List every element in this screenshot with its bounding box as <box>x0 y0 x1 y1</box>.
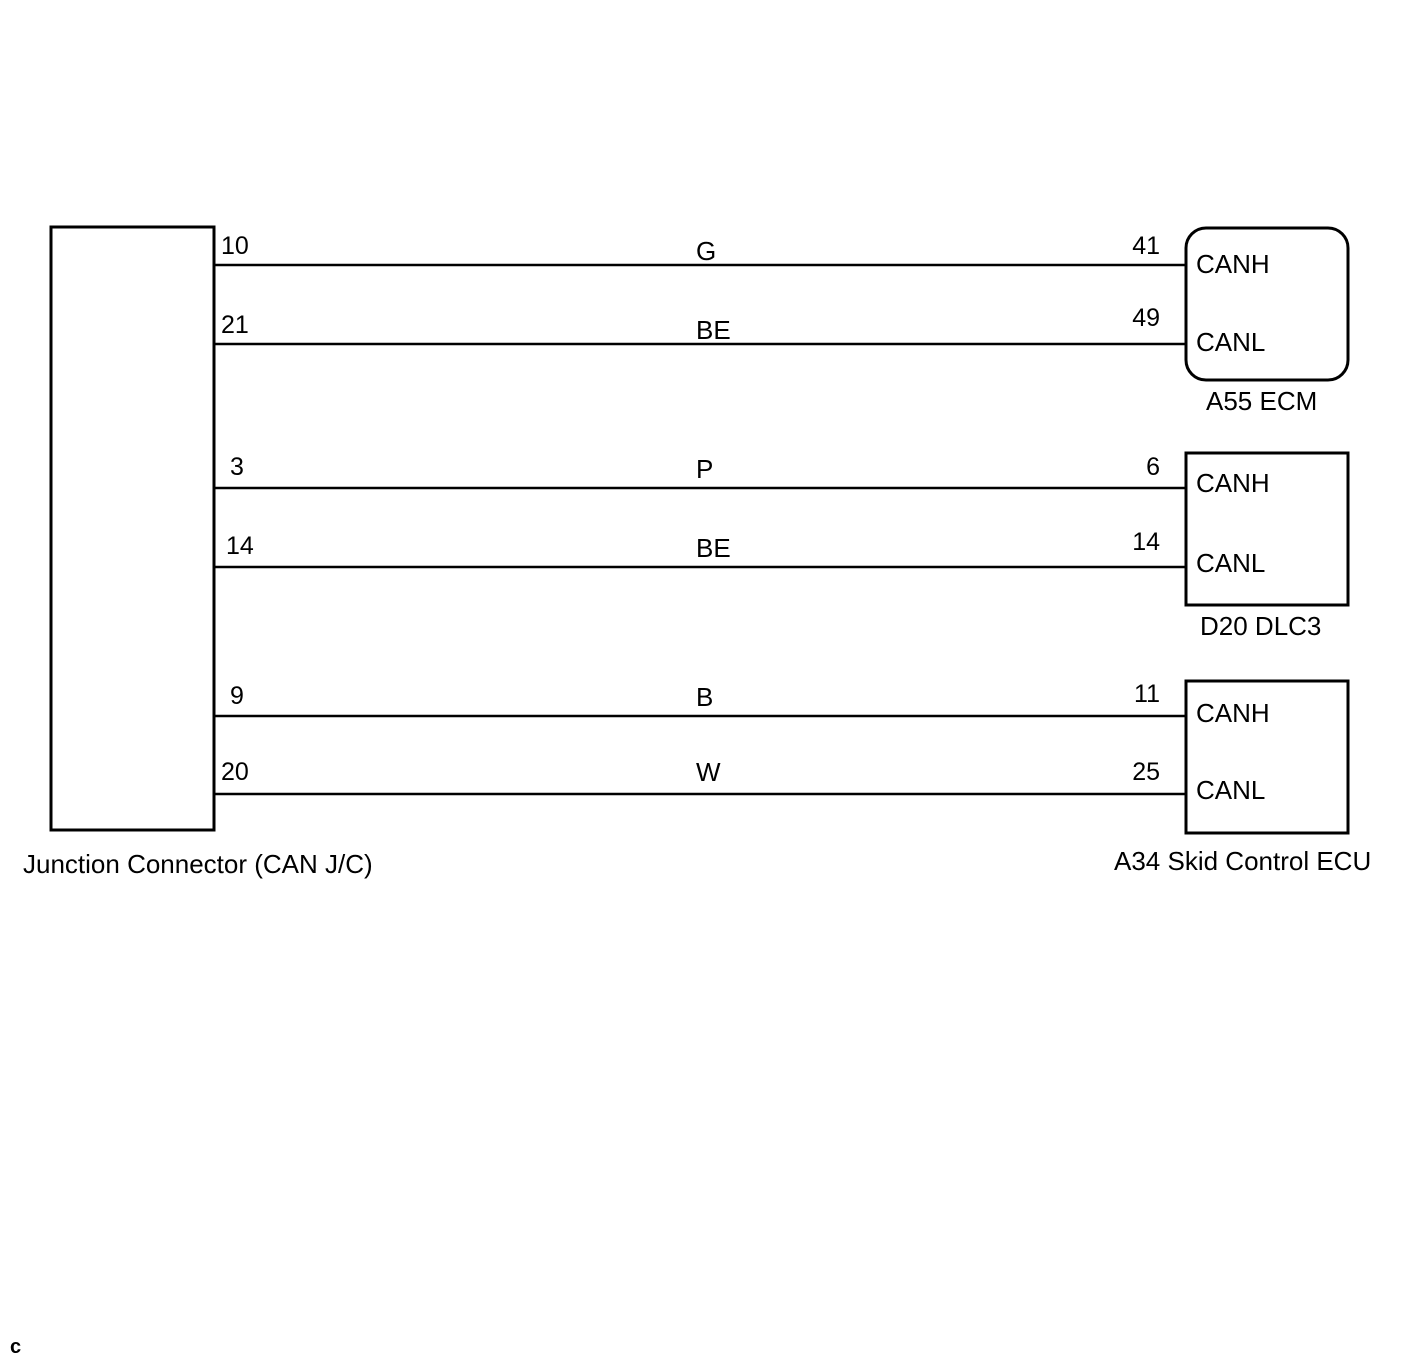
jc-pin-label: 10 <box>221 232 249 260</box>
signal-label: CANL <box>1196 775 1266 805</box>
jc-pin-label: 14 <box>226 532 254 560</box>
component-pin-label: 25 <box>1132 758 1160 786</box>
jc-pin-label: 9 <box>230 682 244 710</box>
component-pin-label: 6 <box>1146 453 1160 481</box>
jc-pin-label: 21 <box>221 311 249 339</box>
signal-label: CANL <box>1196 548 1266 578</box>
wire-color-label: BE <box>696 533 731 563</box>
wire-color-label: G <box>696 236 717 266</box>
skid-control-ecu-label: A34 Skid Control ECU <box>1114 846 1372 876</box>
component-pin-label: 14 <box>1132 528 1160 556</box>
wire-color-label: P <box>696 454 714 484</box>
signal-label: CANL <box>1196 327 1266 357</box>
dlc3-label: D20 DLC3 <box>1200 611 1322 641</box>
wire-color-label: B <box>696 682 714 712</box>
component-pin-label: 11 <box>1134 680 1160 708</box>
component-pin-label: 41 <box>1132 232 1160 260</box>
junction-connector-box <box>51 227 214 830</box>
component-pin-label: 49 <box>1132 304 1160 332</box>
ecm-label: A55 ECM <box>1206 386 1318 416</box>
wire-color-label: W <box>696 757 721 787</box>
jc-pin-label: 3 <box>230 453 244 481</box>
wire-color-label: BE <box>696 315 731 345</box>
junction-connector-label: Junction Connector (CAN J/C) <box>23 849 373 879</box>
signal-label: CANH <box>1196 249 1270 279</box>
signal-label: CANH <box>1196 468 1270 498</box>
signal-label: CANH <box>1196 698 1270 728</box>
jc-pin-label: 20 <box>221 758 249 786</box>
corner-mark: c <box>10 1336 22 1358</box>
